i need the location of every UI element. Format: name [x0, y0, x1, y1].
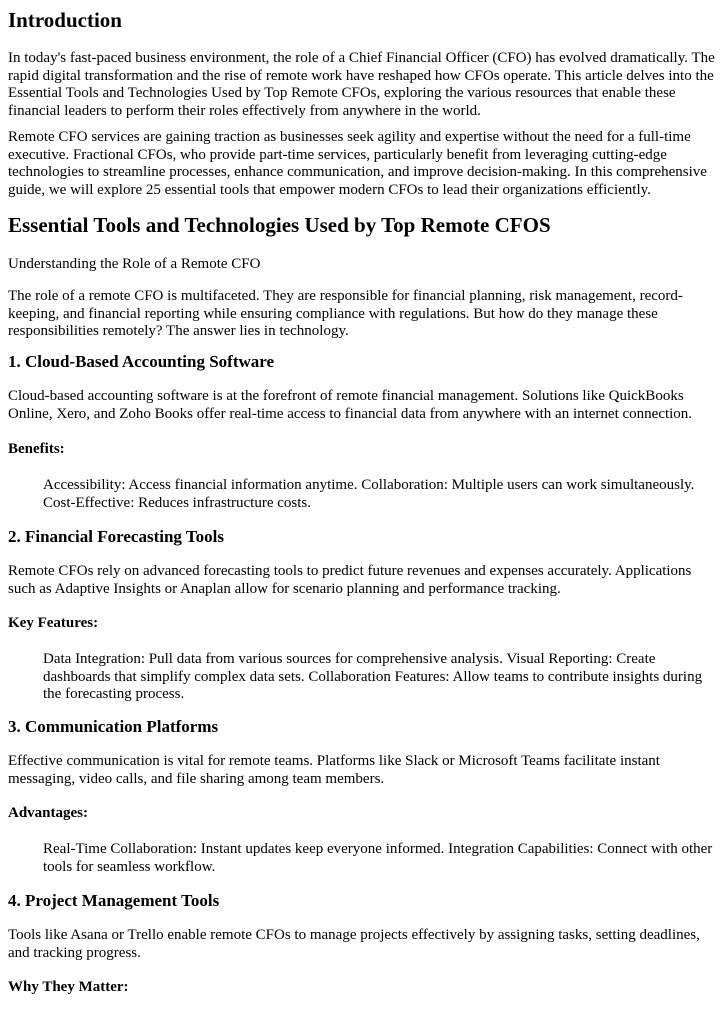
section-text-forecasting: Remote CFOs rely on advanced forecasting tools to predict future revenues and expenses accurately. Applications such as Adaptive Insights or Anaplan allow for scenario planning and performance tracking. — [8, 563, 692, 597]
section-heading-communication: 3. Communication Platforms — [8, 717, 219, 736]
section-subheading-advantages: Advantages: — [8, 805, 89, 821]
section-heading-project-management: 4. Project Management Tools — [8, 891, 220, 910]
intro-paragraph-1: In today's fast-paced business environment, the role of a Chief Financial Officer (CFO) has evolved dramatically. The rapid digital transformation and the rise of remote work have reshaped how CFOs operate. This article delves into the Essential Tools and Technologies Used by Top Remote CFOs, exploring the various resources that enable these financial leaders to perform their roles effectively from anywhere in the world. — [8, 50, 715, 119]
section-quote-advantages: Real-Time Collaboration: Instant updates keep everyone informed. Integration Capabilities: Connect with other tools for seamless workflow. — [43, 841, 713, 875]
section-heading-cloud-accounting: 1. Cloud-Based Accounting Software — [8, 352, 275, 371]
section-text-cloud-accounting: Cloud-based accounting software is at the forefront of remote financial management. Solutions like QuickBooks Online, Xero, and Zoho Books offer real-time access to financial data from anywhere with an internet connection. — [8, 388, 693, 422]
section-subheading-benefits: Benefits: — [8, 441, 65, 457]
intro-paragraph-2: Remote CFO services are gaining traction as businesses seek agility and expertise without the need for a full-time executive. Fractional CFOs, who provide part-time services, particularly benefit from leveraging cutting-edge technologies to streamline processes, enhance communication, and improve decision-making. In this comprehensive guide, we will explore 25 essential tools that empower modern CFOs to lead their organizations efficiently. — [8, 129, 707, 198]
section-quote-key-features: Data Integration: Pull data from various sources for comprehensive analysis. Visual Reporting: Create dashboards that simplify complex data sets. Collaboration Features: Allow teams to contribute insights during the forecasting process. — [43, 651, 703, 702]
role-paragraph: The role of a remote CFO is multifaceted. They are responsible for financial planning, risk management, record-keeping, and financial reporting while ensuring compliance with regulations. But how do they manage these responsibilities remotely? The answer lies in technology. — [8, 288, 683, 339]
intro-heading: Introduction — [8, 8, 122, 32]
section-subheading-key-features: Key Features: — [8, 615, 99, 631]
section-text-project-management: Tools like Asana or Trello enable remote CFOs to manage projects effectively by assigning tasks, setting deadlines, and tracking progress. — [8, 927, 700, 961]
section-subheading-why-they-matter: Why They Matter: — [8, 979, 129, 995]
section-text-communication: Effective communication is vital for remote teams. Platforms like Slack or Microsoft Teams facilitate instant messaging, video calls, and file sharing among team members. — [8, 753, 660, 787]
tools-heading: Essential Tools and Technologies Used by Top Remote CFOS — [8, 213, 551, 237]
section-heading-forecasting: 2. Financial Forecasting Tools — [8, 527, 224, 546]
section-quote-benefits: Accessibility: Access financial information anytime. Collaboration: Multiple users can work simultaneously. Cost-Effective: Reduces infrastructure costs. — [43, 477, 695, 511]
role-label: Understanding the Role of a Remote CFO — [8, 256, 261, 272]
